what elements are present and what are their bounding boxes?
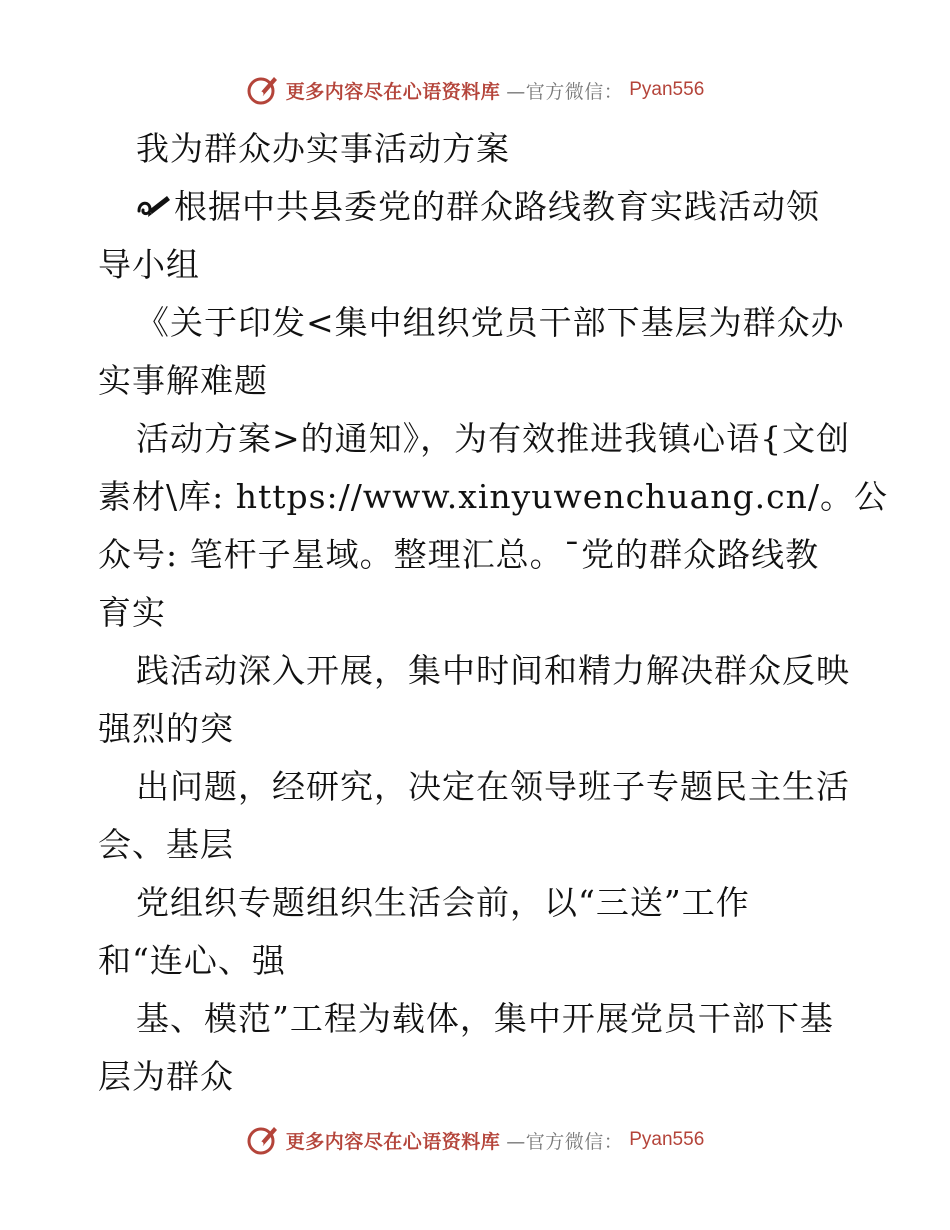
paragraph-line: 和“连心、强 — [98, 941, 286, 980]
header-wechat-id: Pyan556 — [629, 79, 705, 100]
header-separator-text: —官方微信： — [506, 80, 624, 103]
header-brand-text: 更多内容尽在心语资料库 — [285, 80, 501, 103]
paragraph-line: 实事解难题 — [98, 361, 268, 400]
footer-brand-text: 更多内容尽在心语资料库 — [285, 1130, 501, 1153]
paragraph-line: 素材\库: https://www.xinyuwenchuang.cn/。公 — [98, 477, 888, 516]
paragraph-line: 众号: 笔杆子星域。整理汇总。¯党的群众路线教 — [98, 535, 820, 574]
paragraph-line: 层为群众 — [98, 1057, 234, 1096]
paragraph-line: 强烈的突 — [98, 709, 234, 748]
paragraph-line: 党组织专题组织生活会前，以“三送”工作 — [136, 883, 750, 922]
document-title: 我为群众办实事活动方案 — [136, 129, 510, 168]
paragraph-line: 活动方案>的通知》，为有效推进我镇心语{文创 — [136, 419, 851, 458]
pen-writing-icon — [136, 191, 172, 221]
pen-nib-logo-icon — [246, 1123, 280, 1157]
paragraph-line: 《关于印发<集中组织党员干部下基层为群众办 — [136, 303, 845, 342]
paragraph-line: 出问题，经研究，决定在领导班子专题民主生活 — [136, 767, 850, 806]
footer-banner — [0, 1120, 950, 1160]
paragraph-line: 基、模范”工程为载体，集中开展党员干部下基 — [136, 999, 834, 1038]
document-body — [98, 120, 888, 1106]
paragraph-line: 会、基层 — [98, 825, 234, 864]
header-banner — [0, 70, 950, 110]
paragraph-line: 践活动深入开展，集中时间和精力解决群众反映 — [136, 651, 850, 690]
paragraph-line: 导小组 — [98, 245, 200, 284]
footer-separator-text: —官方微信： — [506, 1130, 624, 1153]
paragraph-line: 育实 — [98, 593, 166, 632]
paragraph-line — [98, 178, 858, 236]
paragraph-line-text: 根据中共县委党的群众路线教育实践活动领 — [174, 187, 820, 226]
pen-nib-logo-icon — [246, 73, 280, 107]
footer-wechat-id: Pyan556 — [629, 1129, 705, 1150]
